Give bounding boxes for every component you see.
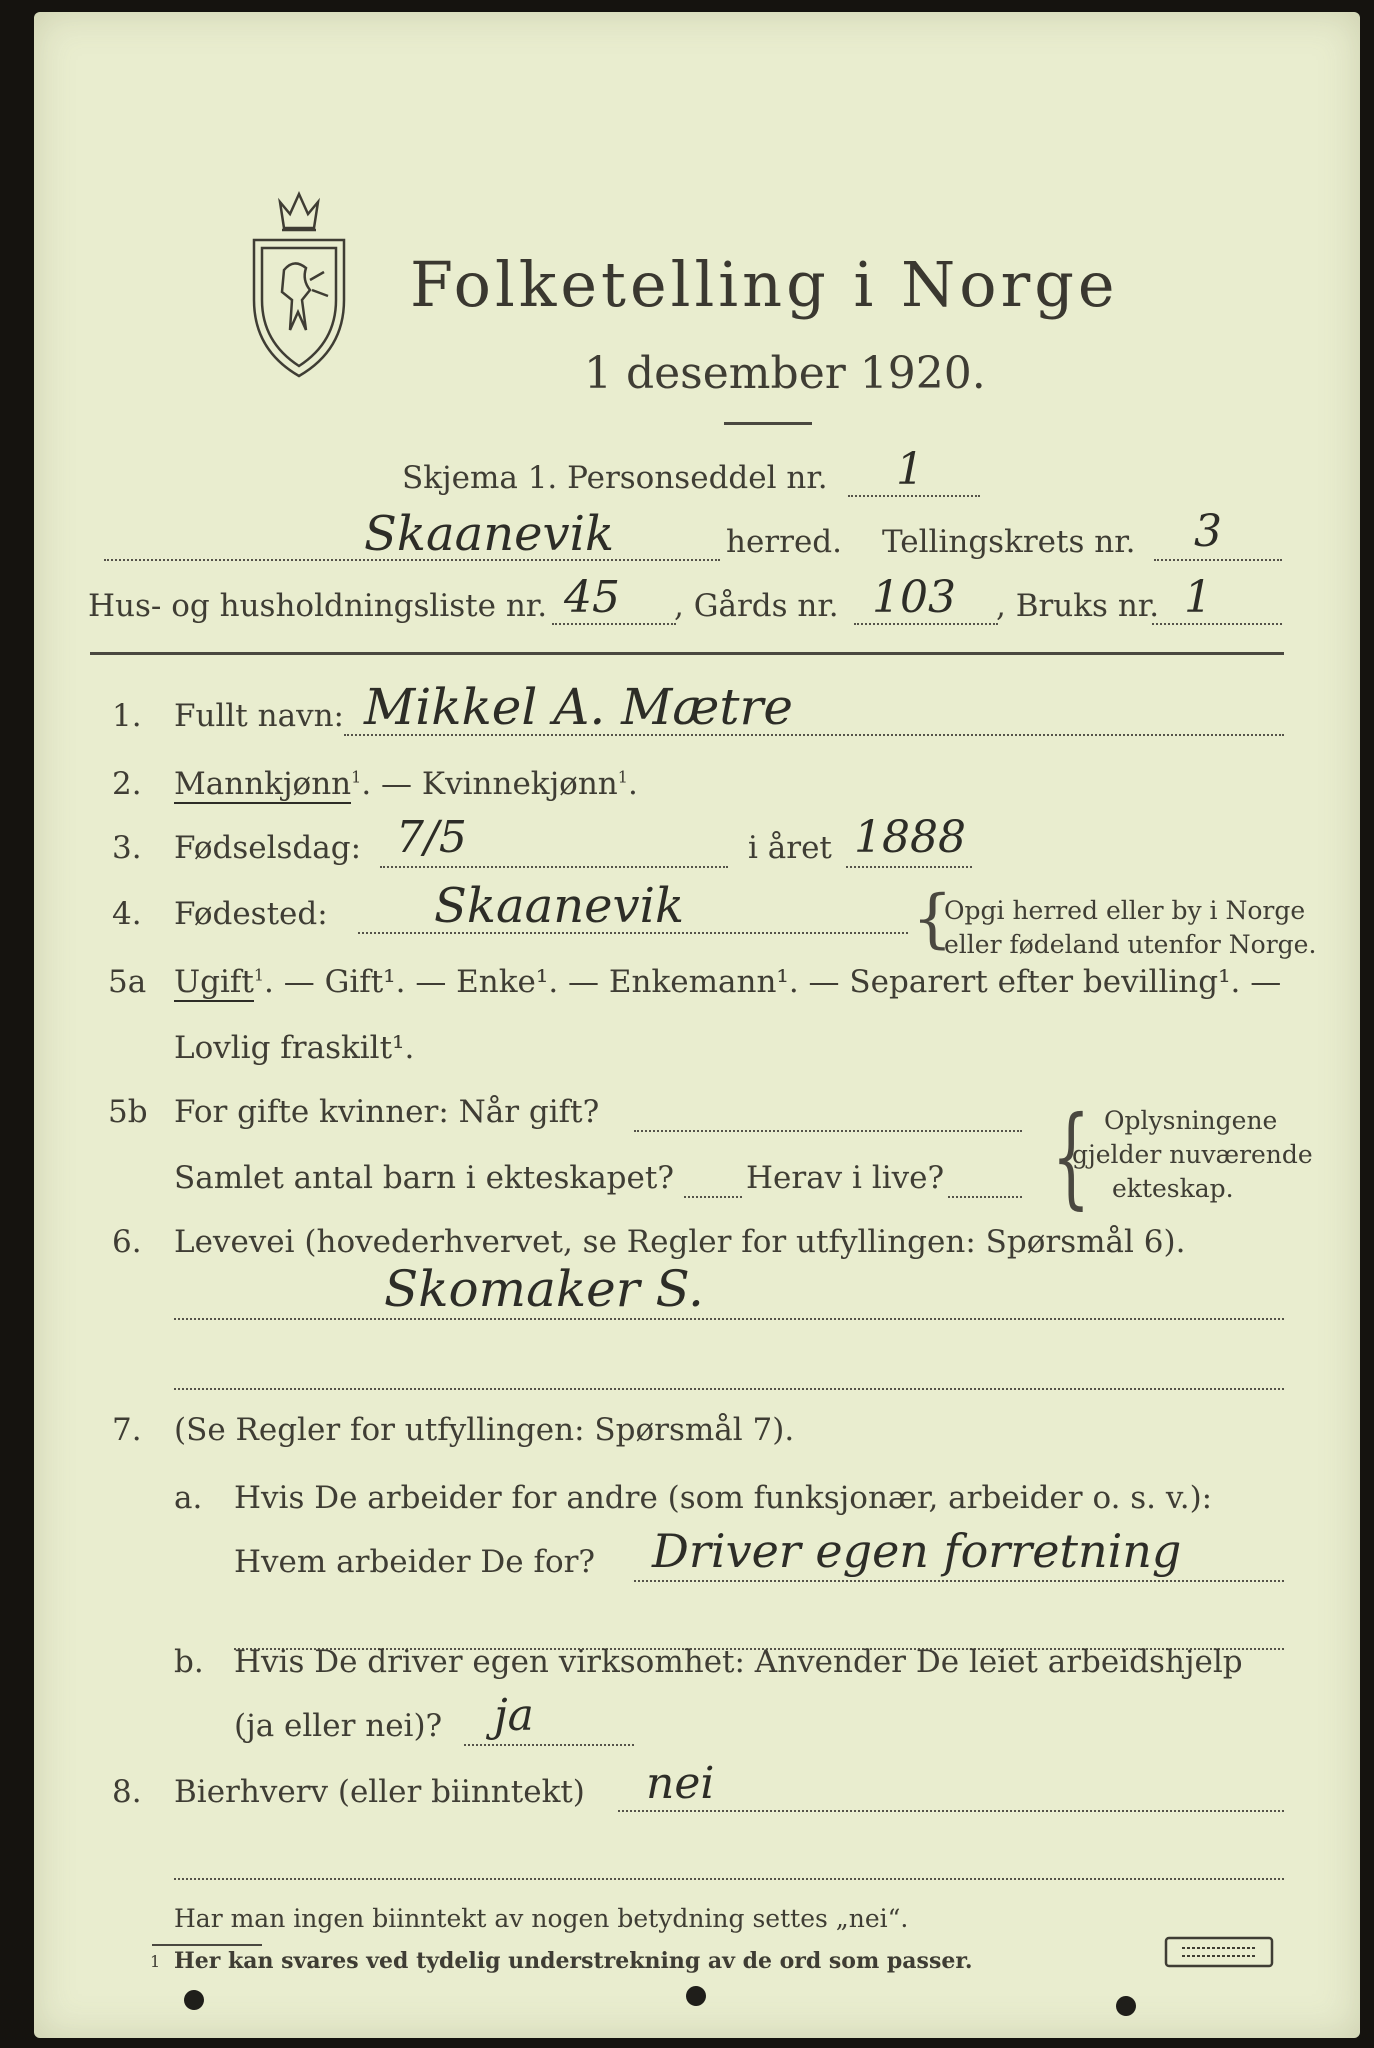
bruks-line (1152, 623, 1282, 625)
occupation-value: Skomaker S. (384, 1260, 704, 1318)
alive-line (948, 1196, 1022, 1198)
q3-number: 3. (112, 830, 142, 866)
herred-label: herred. (726, 524, 842, 560)
gards-line (854, 623, 998, 625)
employer-line (634, 1580, 1284, 1582)
printer-stamp-icon (1164, 1936, 1274, 1970)
husholdningsliste-line (552, 623, 676, 625)
ink-blot-center (683, 1983, 709, 2009)
q5b-children-label: Samlet antal barn i ekteskapet? (174, 1160, 674, 1196)
married-when-line (634, 1130, 1022, 1132)
title-divider (724, 422, 812, 425)
option-female: Kvinnekjønn (421, 766, 618, 802)
occupation-line-1 (174, 1318, 1284, 1320)
q4-number: 4. (112, 896, 142, 932)
husholdningsliste-label: Hus- og husholdningsliste nr. (88, 588, 548, 624)
q2-separator: . — (361, 766, 413, 802)
employer-value: Driver egen forretning (652, 1524, 1182, 1578)
skjema-label: Skjema 1. Personseddel nr. (402, 460, 828, 496)
side-income-line-2 (174, 1878, 1284, 1880)
q6-label: Levevei (hovederhvervet, se Regler for utfyllingen: Spørsmål 6). (174, 1224, 1186, 1260)
q2-options (174, 766, 638, 802)
coat-of-arms-icon (244, 180, 354, 380)
q7a-letter: a. (174, 1480, 203, 1516)
q4-note-line2: eller fødeland utenfor Norge. (944, 930, 1317, 959)
side-income-line (618, 1810, 1284, 1812)
q8-number: 8. (112, 1774, 142, 1810)
q5b-note-line2: gjelder nuværende (1072, 1140, 1313, 1169)
footnote-rule (152, 1944, 262, 1946)
q1-number: 1. (112, 698, 142, 734)
footnote-text: Her kan svares ved tydelig understrekning av de ord som passer. (174, 1948, 973, 1974)
q2-number: 2. (112, 766, 142, 802)
year-line (846, 866, 972, 868)
full-name-value: Mikkel A. Mætre (364, 678, 793, 736)
bruks-value: 1 (1184, 572, 1212, 623)
q5b-number: 5b (108, 1094, 148, 1130)
birthday-line (380, 866, 728, 868)
ink-blot-left (181, 1987, 207, 2013)
q5a-number: 5a (108, 964, 147, 1000)
q5b-note-brace: { (1051, 1092, 1091, 1220)
q2-footnote-ref-2: 1 (617, 767, 628, 787)
q5b-alive-label: Herav i live? (746, 1160, 945, 1196)
tellingskrets-line (1154, 559, 1282, 561)
q3-label: Fødselsdag: (174, 830, 362, 866)
hired-help-value: ja (494, 1690, 534, 1741)
q5b-line1: For gifte kvinner: Når gift? (174, 1094, 600, 1130)
q7-number: 7. (112, 1412, 142, 1448)
gards-value: 103 (872, 572, 956, 623)
tellingskrets-label: Tellingskrets nr. (882, 524, 1136, 560)
option-ugift: Ugift (174, 964, 254, 1000)
birthday-value: 7/5 (396, 812, 467, 863)
q7-label: (Se Regler for utfyllingen: Spørsmål 7). (174, 1412, 795, 1448)
husholdningsliste-value: 45 (564, 572, 620, 623)
birthplace-value: Skaanevik (434, 878, 685, 934)
tellingskrets-value: 3 (1194, 506, 1222, 557)
herred-value: Skaanevik (364, 506, 615, 562)
personseddel-number: 1 (896, 444, 924, 495)
footer-note: Har man ingen biinntekt av nogen betydning settes „nei“. (174, 1904, 909, 1933)
hired-help-line (464, 1744, 634, 1746)
q8-label: Bierhverv (eller biinntekt) (174, 1774, 585, 1810)
q7b-letter: b. (174, 1644, 204, 1680)
form-title: Folketelling i Norge (410, 248, 1119, 321)
occupation-line-2 (174, 1388, 1284, 1390)
form-date: 1 desember 1920. (584, 348, 986, 399)
q5a-line1 (174, 964, 1281, 1000)
q5a-line2: Lovlig fraskilt¹. (174, 1030, 415, 1066)
side-income-value: nei (646, 1758, 715, 1809)
q2-end: . (627, 766, 638, 802)
q4-label: Fødested: (174, 896, 328, 932)
q5a-footnote-ref: 1 (253, 965, 265, 985)
q5a-other-options: . — Gift¹. — Enke¹. — Enkemann¹. — Separert efter bevilling¹. — (264, 964, 1282, 1000)
q5b-note-line1: Oplysningene (1104, 1106, 1278, 1135)
q7a-line2: Hvem arbeider De for? (234, 1544, 596, 1580)
q7b-line1: Hvis De driver egen virksomhet: Anvender De leiet arbeidshjelp (234, 1644, 1243, 1680)
q5b-note-line3: ekteskap. (1112, 1174, 1234, 1203)
census-form (34, 12, 1360, 2038)
ink-blot-right (1113, 1993, 1139, 2019)
q2-footnote-ref: 1 (351, 767, 362, 787)
bruks-label: , Bruks nr. (996, 588, 1160, 624)
q7b-line2: (ja eller nei)? (234, 1708, 443, 1744)
skjema-line (848, 495, 980, 497)
q1-label: Fullt navn: (174, 698, 344, 734)
birth-year-value: 1888 (854, 812, 966, 863)
children-line (684, 1196, 742, 1198)
q4-note-brace: { (912, 882, 953, 956)
footnote-mark: 1 (150, 1952, 161, 1971)
q7a-line1: Hvis De arbeider for andre (som funksjonær, arbeider o. s. v.): (234, 1480, 1213, 1516)
q4-note-line1: Opgi herred eller by i Norge (944, 896, 1306, 925)
header-rule (90, 652, 1284, 655)
year-label: i året (748, 830, 832, 866)
option-male: Mannkjønn (174, 766, 352, 802)
gards-label: , Gårds nr. (674, 588, 839, 624)
q6-number: 6. (112, 1224, 142, 1260)
